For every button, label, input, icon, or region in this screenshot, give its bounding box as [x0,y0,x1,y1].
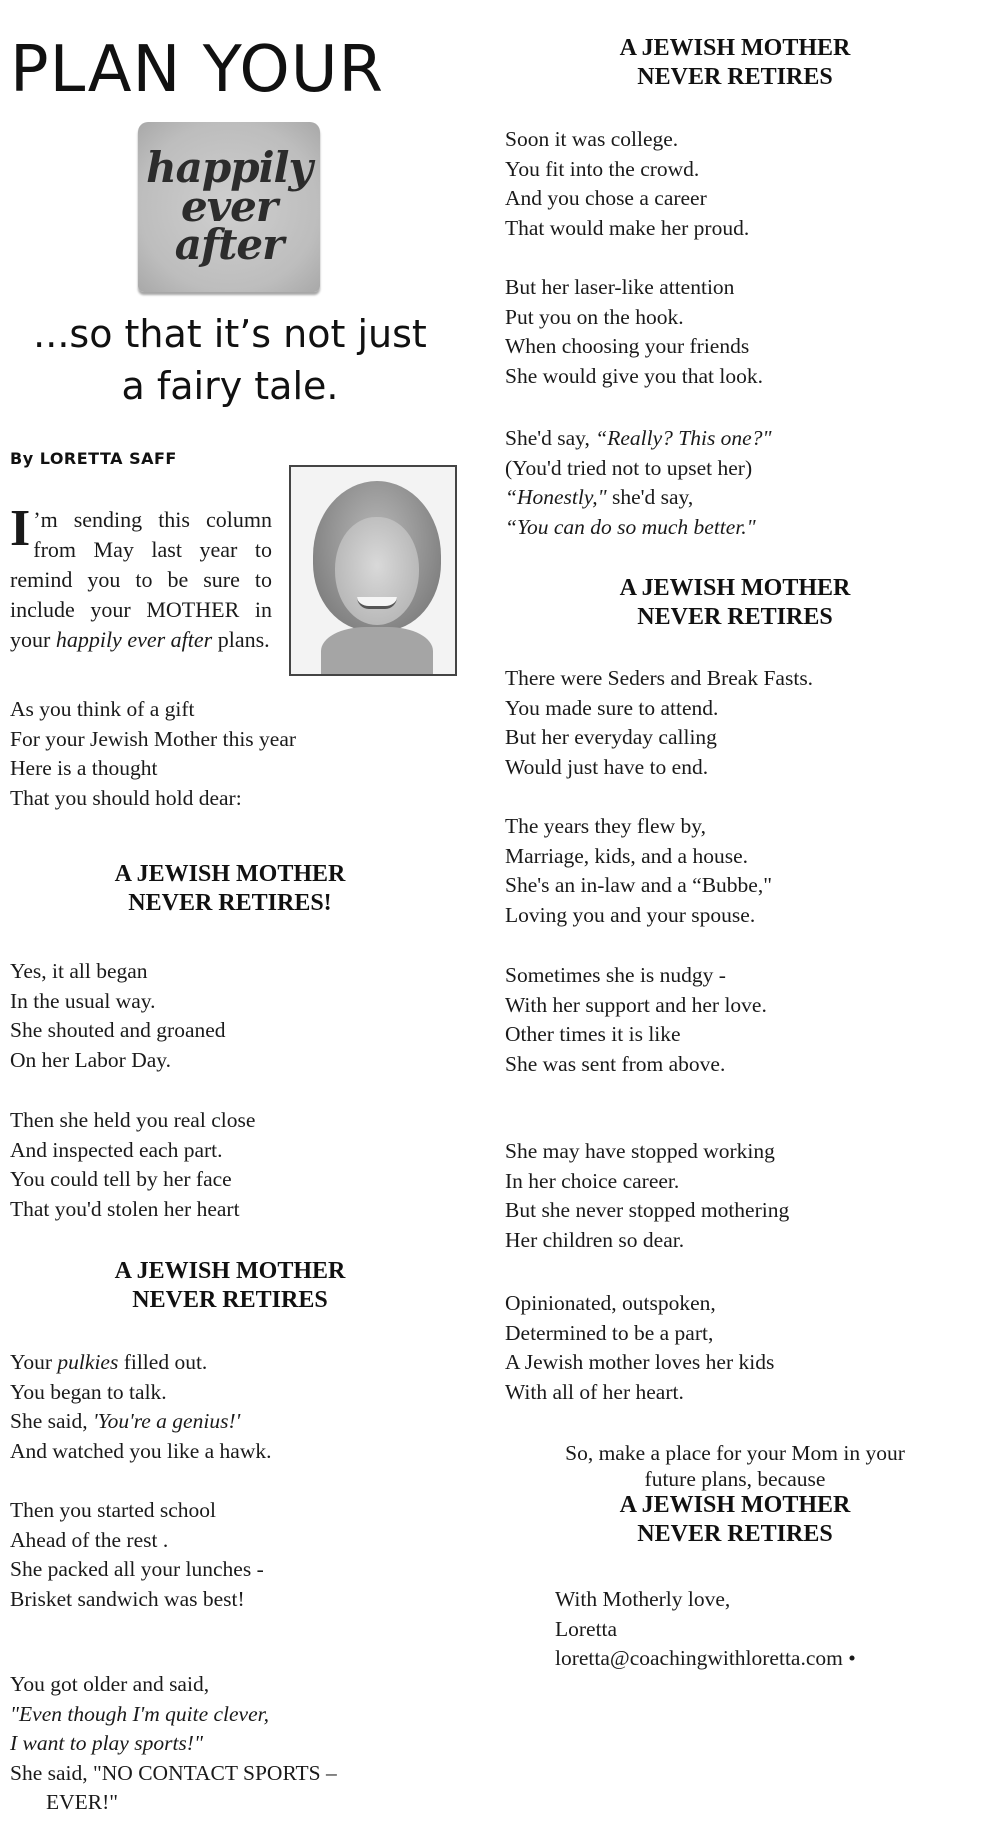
article-headline: PLAN YOUR [10,33,384,107]
photo-smile [357,597,397,609]
pillow-image [138,122,320,292]
stanza: Then you started school Ahead of the rest . She packed all your lunches - Brisket sandwich was best! [10,1498,264,1611]
author-email: loretta@coachingwithloretta.com • [555,1646,856,1670]
stanza: Opinionated, outspoken, Determined to be a part, A Jewish mother loves her kids With all of her heart. [505,1291,775,1404]
stanza: There were Seders and Break Fasts. You made sure to attend. But her everyday calling Would just have to end. [505,666,814,779]
stanza: Then she held you real close And inspected each part. You could tell by her face That you'd stolen her heart [10,1108,256,1221]
refrain-heading: A JEWISH MOTHER NEVER RETIRES [619,575,851,630]
stanza: Sometimes she is nudgy - With her support and her love. Other times it is like She was sent from above. [505,963,767,1076]
refrain-heading: A JEWISH MOTHER NEVER RETIRES! [114,861,346,916]
stanza: As you think of a gift For your Jewish Mother this year Here is a thought That you should hold dear: [10,697,297,810]
stanza: The years they flew by, Marriage, kids, and a house. She's an in-law and a “Bubbe," Loving you and your spouse. [505,814,772,927]
signoff: With Motherly love, Loretta loretta@coachingwithloretta.com • [555,1585,856,1674]
pillow-text-line: after [174,220,284,270]
stanza: She'd say, “Really? This one?" (You'd tried not to upset her) “Honestly," she'd say, “You can do so much better." [505,426,772,539]
closing-text: So, make a place for your Mom in your future plans, because [565,1441,905,1491]
refrain-heading: A JEWISH MOTHER NEVER RETIRES [619,35,851,90]
pillow-text-line: ever [181,181,277,231]
stanza: But her laser-like attention Put you on the hook. When choosing your friends She would give you that look. [505,275,763,388]
stanza: Yes, it all began In the usual way. She shouted and groaned On her Labor Day. [10,959,226,1072]
stanza: You got older and said, "Even though I'm quite clever, I want to play sports!" She said, "NO CONTACT SPORTS – EVER!" [10,1672,337,1814]
byline: By LORETTA SAFF [10,449,177,468]
refrain-heading: A JEWISH MOTHER NEVER RETIRES [114,1258,346,1313]
article-subhead: ...so that it’s not just a fairy tale. [33,312,427,408]
photo-shoulders [321,627,433,676]
stanza: Soon it was college. You fit into the crowd. And you chose a career That would make her proud. [505,127,750,240]
refrain-heading: A JEWISH MOTHER NEVER RETIRES [619,1492,851,1547]
pillow-text-line: happily [146,143,312,193]
author-photo [289,465,457,676]
stanza: She may have stopped working In her choice career. But she never stopped mothering Her children so dear. [505,1139,790,1252]
drop-cap: I [10,500,31,557]
stanza: Your pulkies filled out. You began to talk. She said, 'You're a genius!' And watched you like a hawk. [10,1350,272,1463]
intro-paragraph: I ’m sending this column from May last year to remind you to be sure to include your MOTHER in your happily ever after plans. [10,500,272,652]
